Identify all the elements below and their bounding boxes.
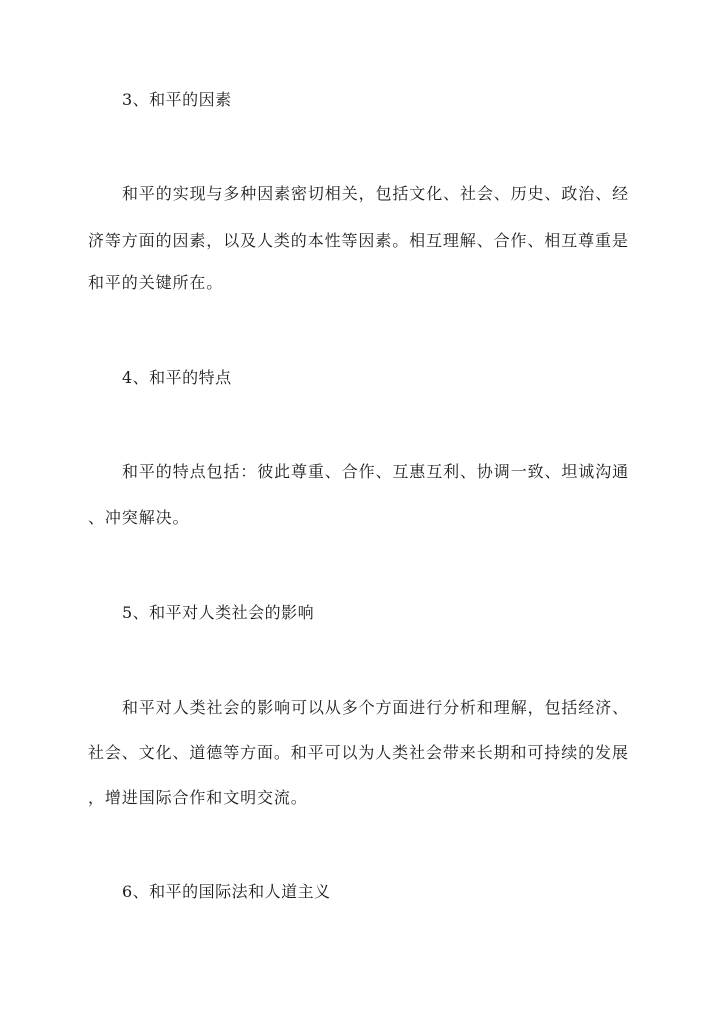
- paragraph-line: 、冲突解决。: [88, 508, 190, 527]
- section-heading: 6、和平的国际法和人道主义: [122, 882, 331, 901]
- paragraph-line: 济等方面的因素，以及人类的本性等因素。相互理解、合作、相互尊重是: [88, 231, 629, 250]
- section-heading: 3、和平的因素: [122, 90, 232, 109]
- paragraph-line: 社会、文化、道德等方面。和平可以为人类社会带来长期和可持续的发展: [88, 743, 629, 762]
- paragraph-line: 和平的实现与多种因素密切相关，包括文化、社会、历史、政治、经: [122, 184, 630, 203]
- paragraph-line: ，增进国际合作和文明交流。: [88, 788, 308, 807]
- paragraph-line: 和平的关键所在。: [88, 273, 224, 292]
- paragraph-line: 和平的特点包括：彼此尊重、合作、互惠互利、协调一致、坦诚沟通: [122, 462, 630, 481]
- paragraph-line: 和平对人类社会的影响可以从多个方面进行分析和理解，包括经济、: [122, 698, 630, 717]
- section-heading: 4、和平的特点: [122, 368, 232, 387]
- section-heading: 5、和平对人类社会的影响: [122, 603, 315, 622]
